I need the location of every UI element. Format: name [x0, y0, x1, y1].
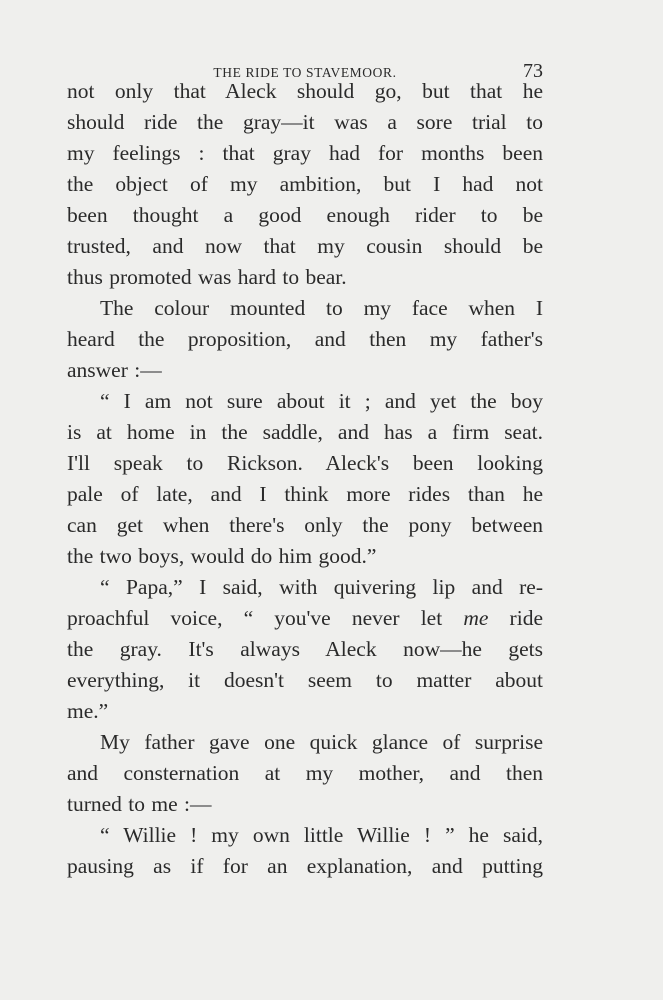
page-number: 73 [523, 60, 543, 82]
text-line: My father gave one quick glance of surprise [100, 730, 543, 754]
text-line: the object of my ambition, but I had not [67, 172, 543, 196]
text-line: and consternation at my mother, and then [67, 761, 543, 785]
text-line: thus promoted was hard to bear. [67, 265, 347, 289]
page-body [67, 76, 543, 882]
text-line: me.” [67, 699, 109, 723]
text-line: turned to me :— [67, 792, 212, 816]
text-line: is at home in the saddle, and has a firm seat. [67, 420, 543, 444]
text-line: I'll speak to Rickson. Aleck's been looking [67, 451, 543, 475]
text-line: pale of late, and I think more rides than he [67, 482, 543, 506]
text-line: heard the proposition, and then my father's [67, 327, 543, 351]
text-line: trusted, and now that my cousin should be [67, 234, 543, 258]
text-line: the two boys, would do him good.” [67, 544, 377, 568]
text-line: been thought a good enough rider to be [67, 203, 543, 227]
text-line: my feelings : that gray had for months been [67, 141, 543, 165]
text-line: proachful voice, “ you've never let me ride [67, 606, 543, 630]
text-line: answer :— [67, 358, 162, 382]
text-line: not only that Aleck should go, but that he [67, 79, 543, 103]
text-line: everything, it doesn't seem to matter about [67, 668, 543, 692]
running-title: THE RIDE TO STAVEMOOR. [213, 65, 397, 80]
text-line: “ Papa,” I said, with quivering lip and re- [100, 575, 543, 599]
text-line: the gray. It's always Aleck now—he gets [67, 637, 543, 661]
text-line: can get when there's only the pony between [67, 513, 543, 537]
text-line: pausing as if for an explanation, and putting [67, 854, 543, 878]
text-line: “ I am not sure about it ; and yet the boy [100, 389, 543, 413]
text-line: should ride the gray—it was a sore trial to [67, 110, 543, 134]
text-line: “ Willie ! my own little Willie ! ” he said, [100, 823, 543, 847]
text-line: The colour mounted to my face when I [100, 296, 543, 320]
